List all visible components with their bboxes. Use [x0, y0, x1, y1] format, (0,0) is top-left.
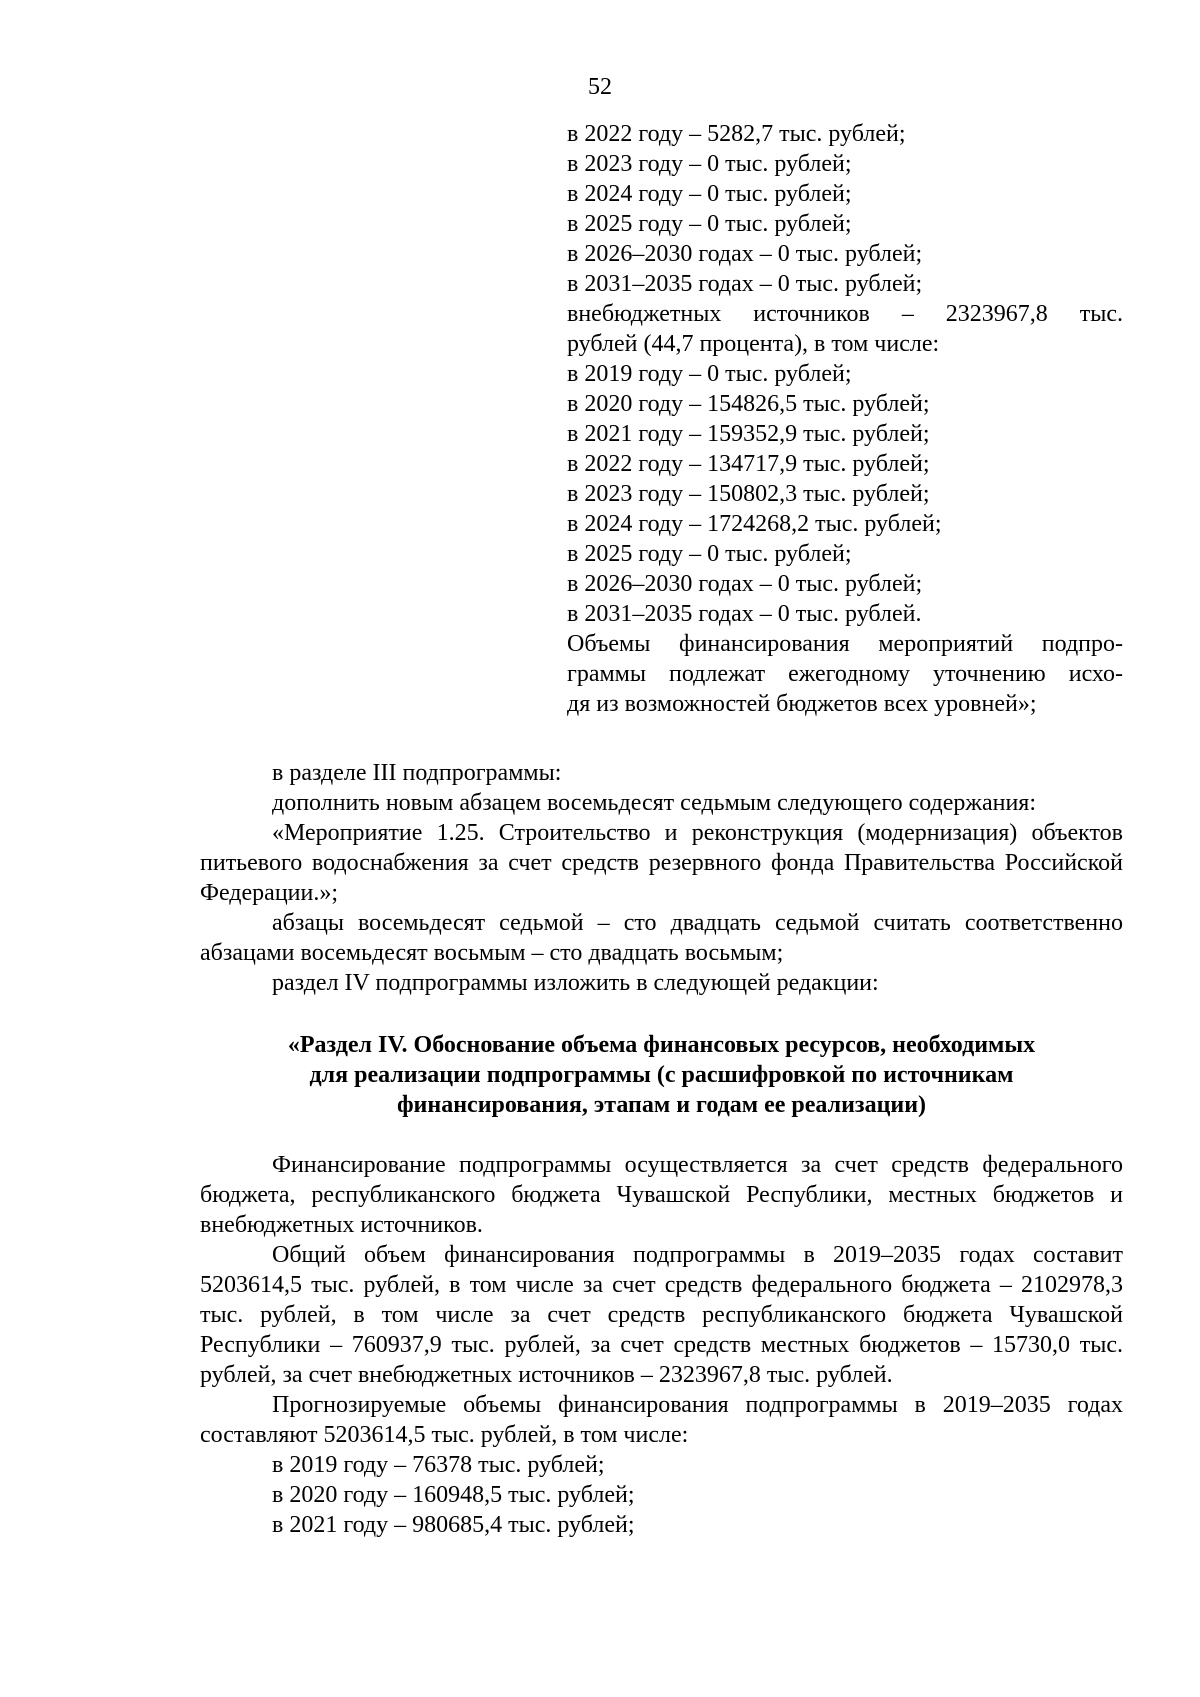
section4-heading	[200, 1030, 1123, 1120]
section-heading	[200, 1030, 1123, 1120]
financing-paragraph: Общий объем финансирования подпрограммы в 2019–2035 годах составит 5203614,5 тыс. рублей, в том числе за счет средств федерального бюджета – 2102978,3 тыс. рублей, в том числе за счет средств республиканского бюджета Чувашской Республики – 760937,9 тыс. рублей, за счет средств местных бюджетов – 15730,0 тыс. рублей, за счет внебюджетных источников – 2323967,8 тыс. рублей.	[200, 1242, 1123, 1388]
section3-renumber: абзацы восемьдесят седьмой – сто двадцать седьмой считать соответственно абзацами восемьдесят восьмым – сто двадцать восьмым;	[200, 910, 1123, 966]
extrabudget-line: в 2020 году – 154826,5 тыс. рублей;	[567, 391, 930, 417]
note-line: граммы подлежат ежегодному уточнению исхо-	[567, 661, 1123, 687]
funding-line: в 2026–2030 годах – 0 тыс. рублей;	[567, 241, 923, 267]
section3-quote: «Мероприятие 1.25. Строительство и реконструкция (модернизация) объектов питьевого водоснабжения за счет средств резервного фонда Правительства Российской Федерации.»;	[200, 820, 1123, 906]
section3-amendments	[200, 758, 1123, 998]
section3-add: дополнить новым абзацем восемьдесят седьмым следующего содержания:	[272, 790, 1037, 816]
extrabudget-line: в 2026–2030 годах – 0 тыс. рублей;	[567, 571, 923, 597]
extrabudget-heading-line2: рублей (44,7 процента), в том числе:	[567, 331, 940, 357]
extrabudget-line: в 2024 году – 1724268,2 тыс. рублей;	[567, 511, 942, 537]
extrabudget-line: в 2021 году – 159352,9 тыс. рублей;	[567, 421, 930, 447]
extrabudget-line: в 2031–2035 годах – 0 тыс. рублей.	[567, 601, 922, 627]
heading-line: «Раздел IV. Обоснование объема финансовых ресурсов, необходимых	[287, 1032, 1036, 1058]
right-column-funding	[567, 119, 1123, 719]
extrabudget-line: в 2022 году – 134717,9 тыс. рублей;	[567, 451, 930, 477]
extrabudget-line: в 2025 году – 0 тыс. рублей;	[567, 541, 852, 567]
extrabudget-heading-line1: внебюджетных источников – 2323967,8 тыс.	[567, 301, 1123, 327]
heading-line: для реализации подпрограммы (с расшифровкой по источникам	[309, 1062, 1014, 1088]
funding-line: в 2023 году – 0 тыс. рублей;	[567, 151, 852, 177]
funding-line: в 2022 году – 5282,7 тыс. рублей;	[567, 121, 906, 147]
funding-line: в 2024 году – 0 тыс. рублей;	[567, 181, 852, 207]
financing-year-line: в 2021 году – 980685,4 тыс. рублей;	[272, 1512, 635, 1538]
note-line: дя из возможностей бюджетов всех уровней»;	[567, 691, 1037, 717]
financing-paragraph: Прогнозируемые объемы финансирования подпрограммы в 2019–2035 годах составляют 5203614,5 тыс. рублей, в том числе:	[200, 1392, 1123, 1448]
financing-year-line: в 2019 году – 76378 тыс. рублей;	[272, 1452, 605, 1478]
extrabudget-line: в 2019 году – 0 тыс. рублей;	[567, 361, 852, 387]
section3-intro: в разделе III подпрограммы:	[272, 760, 562, 786]
financing-year-line: в 2020 году – 160948,5 тыс. рублей;	[272, 1482, 635, 1508]
extrabudget-line: в 2023 году – 150802,3 тыс. рублей;	[567, 481, 930, 507]
note-line: Объемы финансирования мероприятий подпро-	[567, 631, 1123, 657]
financing-text	[200, 1150, 1123, 1540]
heading-line: финансирования, этапам и годам ее реализации)	[396, 1092, 927, 1118]
financing-paragraph: Финансирование подпрограммы осуществляется за счет средств федерального бюджета, республиканского бюджета Чувашской Республики, местных бюджетов и внебюджетных источников.	[200, 1152, 1123, 1238]
page-number: 52	[588, 74, 612, 100]
funding-line: в 2031–2035 годах – 0 тыс. рублей;	[567, 271, 923, 297]
section4-intro: раздел IV подпрограммы изложить в следующей редакции:	[272, 970, 879, 996]
funding-line: в 2025 году – 0 тыс. рублей;	[567, 211, 852, 237]
